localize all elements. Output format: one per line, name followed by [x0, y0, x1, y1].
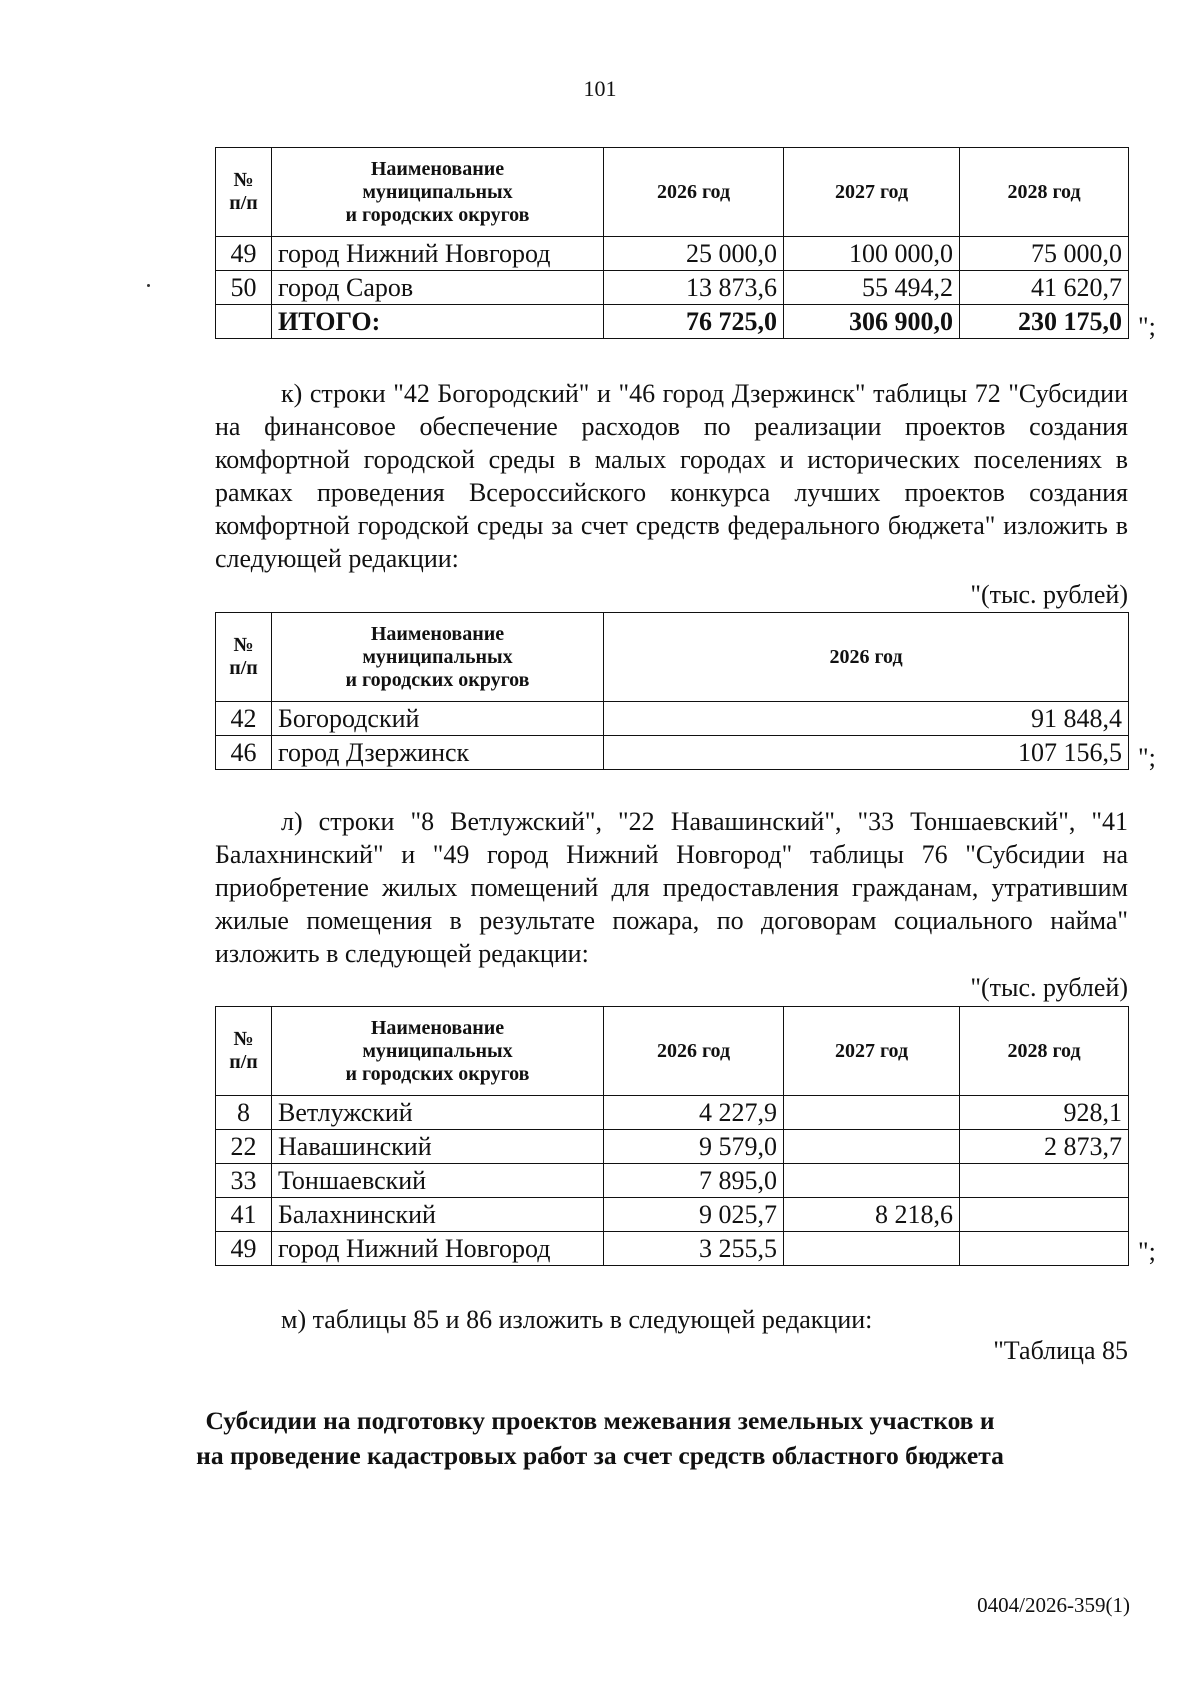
closing-quote: "; [1138, 312, 1156, 341]
col-header-number: № п/п [216, 613, 272, 702]
section-title [0, 1403, 1200, 1473]
table-continuation-71 [215, 147, 1129, 339]
col-header-2026: 2026 год [604, 148, 784, 237]
table-76-rows [215, 1006, 1129, 1266]
col-header-2026: 2026 год [604, 1007, 784, 1096]
col-header-2028: 2028 год [960, 1007, 1129, 1096]
table-row: 41 Балахнинский 9 025,7 8 218,6 [216, 1198, 1129, 1232]
table-header-row [216, 1007, 1129, 1096]
table-header-row [216, 613, 1129, 702]
paragraph-l: л) строки "8 Ветлужский", "22 Навашинский", "33 Тоншаевский", "41 Балахнинский" и "49 город Нижний Новгород" таблицы 76 "Субсидии на приобретение жилых помещений для предоставления гражданам, утратившим жилые помещения в результате пожара, по договорам социального найма" изложить в следующей редакции: [215, 807, 1128, 968]
document-code: 0404/2026-359(1) [977, 1593, 1130, 1617]
col-header-number: № п/п [216, 1007, 272, 1096]
col-header-name: Наименование муниципальных и городских округов [272, 148, 604, 237]
col-header-2027: 2027 год [784, 1007, 960, 1096]
units-label: "(тыс. рублей) [970, 973, 1128, 1002]
closing-quote: "; [1138, 1237, 1156, 1266]
paragraph-m-text: м) таблицы 85 и 86 изложить в следующей редакции: [281, 1305, 873, 1334]
table-85-label: "Таблица 85 [993, 1336, 1128, 1365]
table-row: 49 город Нижний Новгород 3 255,5 [216, 1232, 1129, 1266]
section-title-line: на проведение кадастровых работ за счет средств областного бюджета [196, 1441, 1004, 1470]
col-header-number: № п/п [216, 148, 272, 237]
col-header-name: Наименование муниципальных и городских округов [272, 613, 604, 702]
col-header-2028: 2028 год [960, 148, 1129, 237]
table-row: 33 Тоншаевский 7 895,0 [216, 1164, 1129, 1198]
table-row: 22 Навашинский 9 579,0 2 873,7 [216, 1130, 1129, 1164]
table-row: 8 Ветлужский 4 227,9 928,1 [216, 1096, 1129, 1130]
col-header-2027: 2027 год [784, 148, 960, 237]
col-header-2026: 2026 год [604, 613, 1129, 702]
table-72-rows [215, 612, 1129, 770]
table-row: 49 город Нижний Новгород 25 000,0 100 000,0 75 000,0 [216, 237, 1129, 271]
table-total-row: ИТОГО: 76 725,0 306 900,0 230 175,0 [216, 305, 1129, 339]
section-title-line: Субсидии на подготовку проектов межевания земельных участков и [205, 1406, 995, 1435]
table-row: 50 город Саров 13 873,6 55 494,2 41 620,7 [216, 271, 1129, 305]
closing-quote: "; [1138, 743, 1156, 772]
table-row: 46 город Дзержинск 107 156,5 [216, 736, 1129, 770]
table-row: 42 Богородский 91 848,4 [216, 702, 1129, 736]
scan-speck [147, 284, 150, 287]
table-header-row [216, 148, 1129, 237]
paragraph-m [215, 1303, 1128, 1336]
page-number: 101 [583, 76, 617, 101]
col-header-name: Наименование муниципальных и городских округов [272, 1007, 604, 1096]
units-label: "(тыс. рублей) [970, 580, 1128, 609]
paragraph-k: к) строки "42 Богородский" и "46 город Дзержинск" таблицы 72 "Субсидии на финансовое обеспечение расходов по реализации проектов создания комфортной городской среды в малых городах и исторических поселениях в рамках проведения Всероссийского конкурса лучших проектов создания комфортной городской среды за счет средств федерального бюджета" изложить в следующей редакции: [215, 379, 1128, 573]
